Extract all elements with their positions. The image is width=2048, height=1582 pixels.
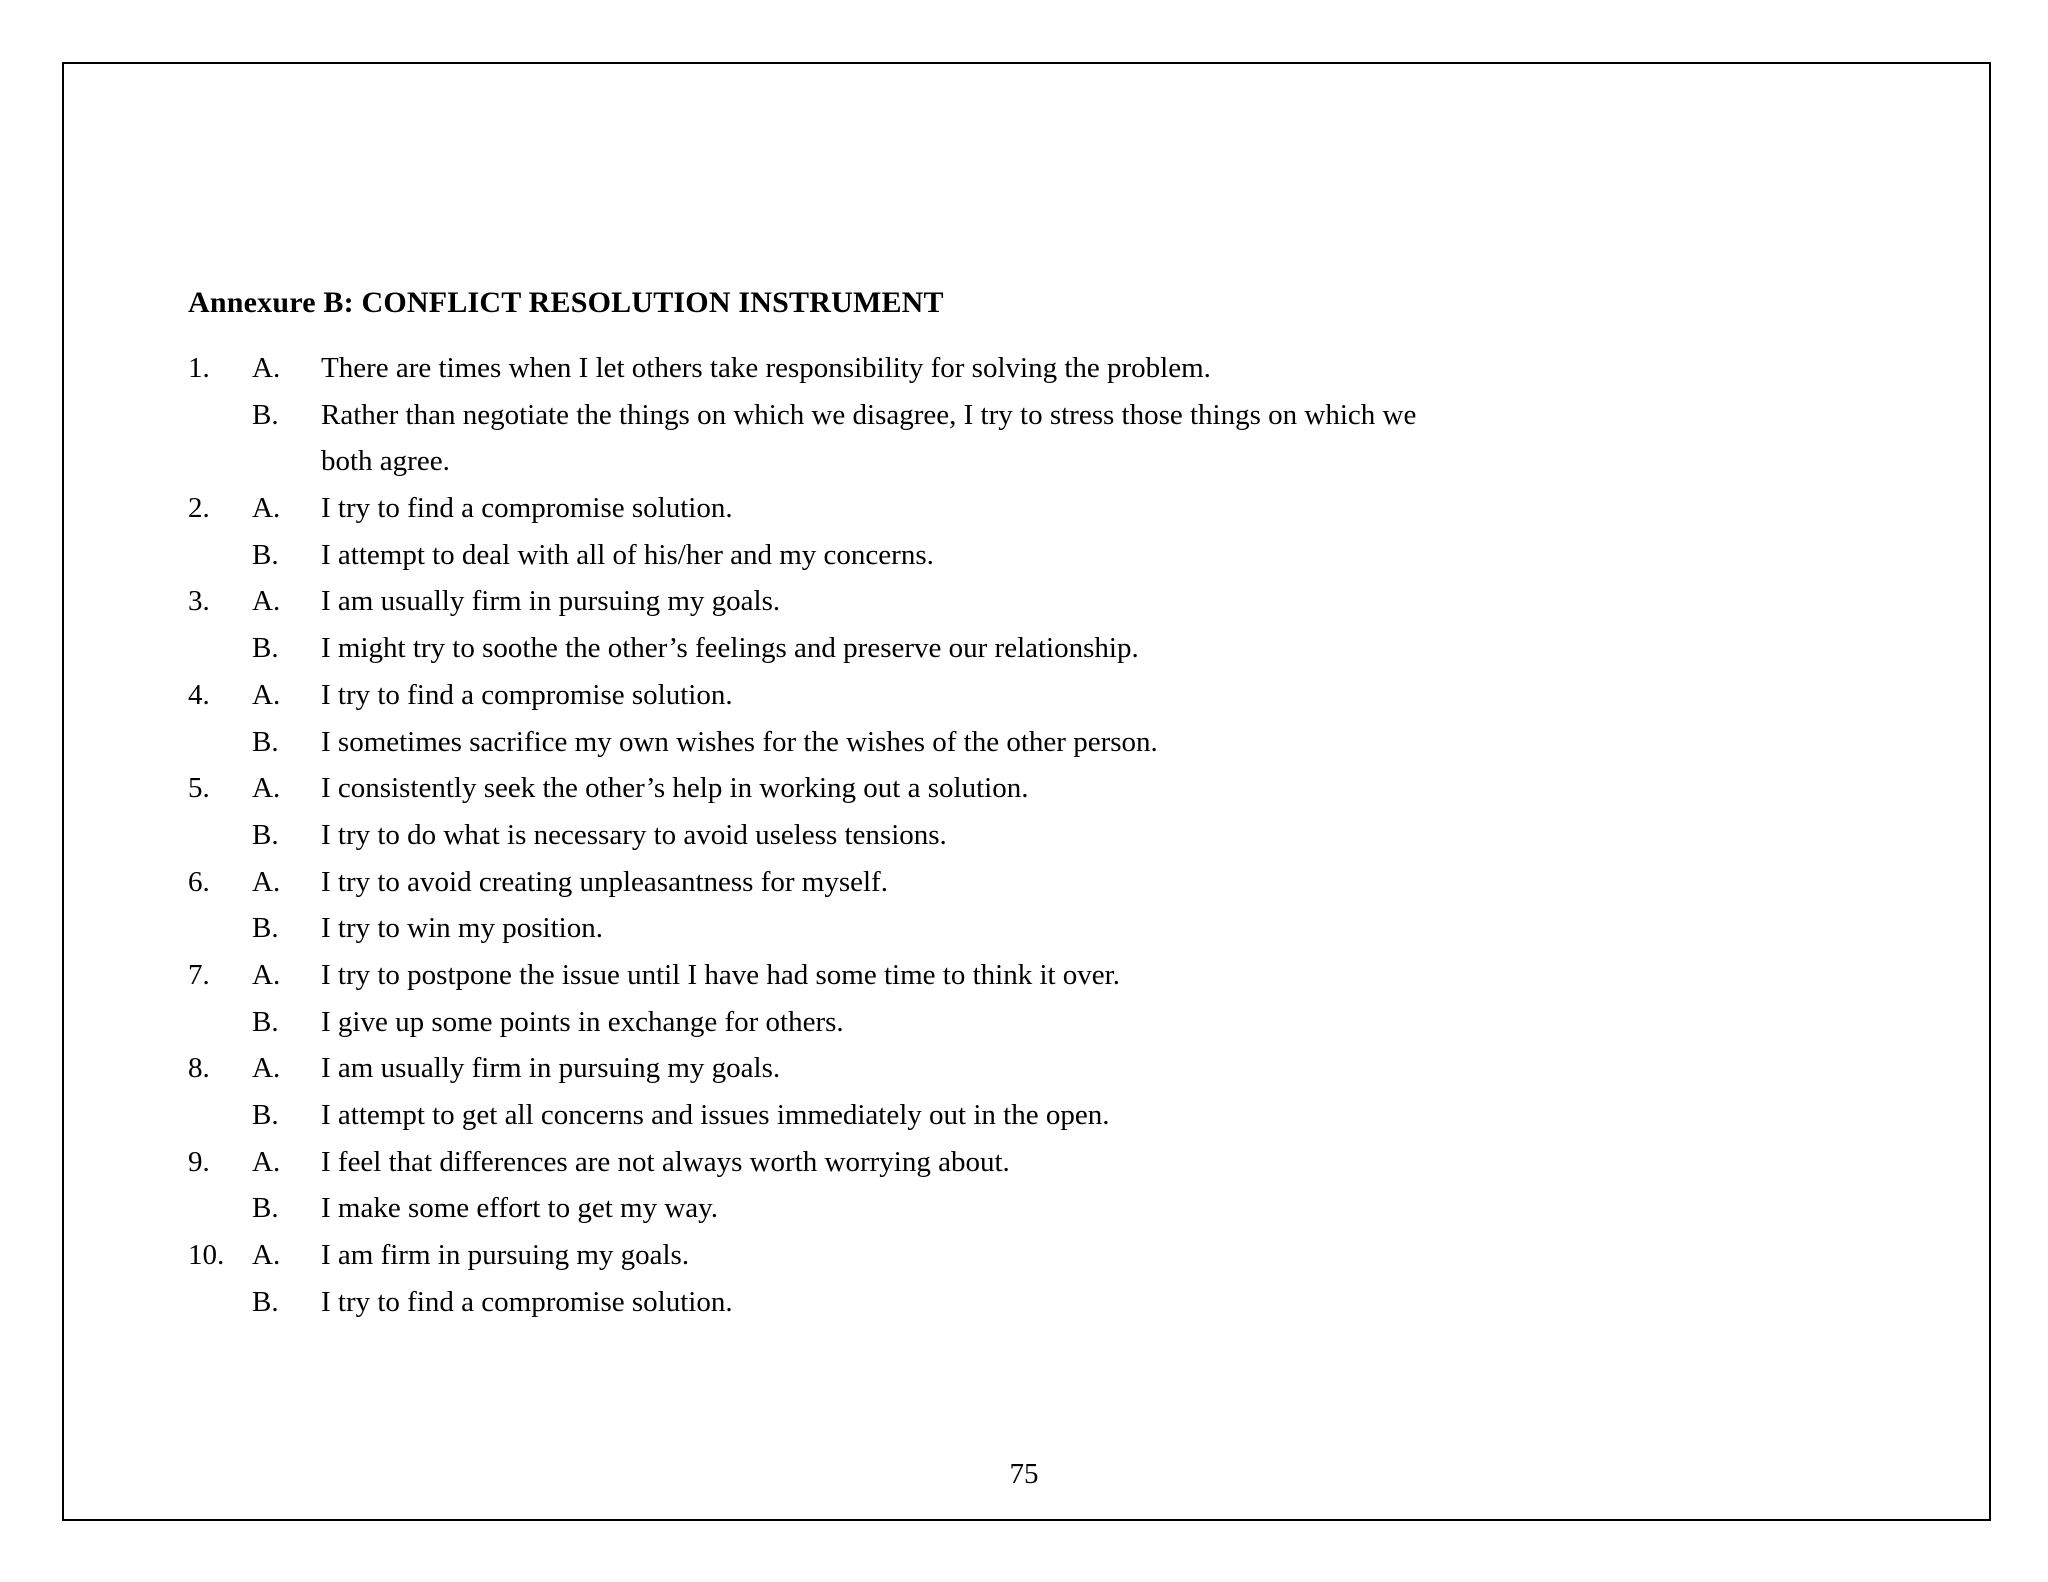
option-letter: A. bbox=[252, 958, 281, 991]
option-letter: B. bbox=[252, 1192, 279, 1225]
question-number: 1. bbox=[188, 352, 210, 384]
option-text: I try to win my position. bbox=[321, 912, 603, 945]
question-line bbox=[188, 1092, 1748, 1139]
option-text: both agree. bbox=[321, 445, 450, 478]
option-text: I feel that differences are not always worth worrying about. bbox=[321, 1145, 1010, 1178]
option-text: I try to avoid creating unpleasantness for myself. bbox=[321, 865, 888, 898]
option-text: I try to do what is necessary to avoid useless tensions. bbox=[321, 818, 947, 851]
option-letter: A. bbox=[252, 352, 281, 384]
option-letter: A. bbox=[252, 1239, 281, 1272]
question-number: 10. bbox=[188, 1239, 225, 1272]
question-list bbox=[188, 345, 1748, 1325]
question-line bbox=[188, 392, 1748, 439]
option-text: I am firm in pursuing my goals. bbox=[321, 1239, 690, 1272]
option-text: I consistently seek the other’s help in working out a solution. bbox=[321, 772, 1029, 805]
question-number: 9. bbox=[188, 1145, 210, 1178]
option-letter: A. bbox=[252, 865, 281, 898]
option-text: I attempt to deal with all of his/her and my concerns. bbox=[321, 538, 934, 571]
question-number: 6. bbox=[188, 865, 210, 898]
option-text: There are times when I let others take responsibility for solving the problem. bbox=[321, 352, 1211, 384]
question-line bbox=[188, 438, 1748, 485]
question-line bbox=[188, 905, 1748, 952]
question-line bbox=[188, 625, 1748, 672]
question-line bbox=[188, 485, 1748, 532]
question-line bbox=[188, 812, 1748, 859]
question-line bbox=[188, 952, 1748, 999]
option-text: I try to find a compromise solution. bbox=[321, 1285, 733, 1318]
question-line bbox=[188, 1279, 1748, 1326]
option-text: I make some effort to get my way. bbox=[321, 1192, 719, 1225]
question-number: 2. bbox=[188, 492, 210, 525]
option-letter: B. bbox=[252, 1285, 279, 1318]
question-line bbox=[188, 532, 1748, 579]
option-letter: A. bbox=[252, 678, 281, 711]
question-line bbox=[188, 859, 1748, 906]
option-letter: A. bbox=[252, 1052, 281, 1085]
question-line bbox=[188, 1045, 1748, 1092]
option-text: I give up some points in exchange for others. bbox=[321, 1005, 844, 1038]
option-letter: B. bbox=[252, 632, 279, 665]
option-letter: A. bbox=[252, 492, 281, 525]
option-letter: B. bbox=[252, 1099, 279, 1131]
question-line bbox=[188, 1139, 1748, 1186]
question-line bbox=[188, 719, 1748, 766]
question-number: 8. bbox=[188, 1052, 210, 1085]
question-line bbox=[188, 1232, 1748, 1279]
question-line bbox=[188, 1185, 1748, 1232]
page-number: 75 bbox=[1009, 1458, 1039, 1490]
option-text: I try to postpone the issue until I have had some time to think it over. bbox=[321, 958, 1120, 991]
option-text: I try to find a compromise solution. bbox=[321, 678, 733, 711]
option-letter: B. bbox=[252, 818, 279, 851]
option-text: I sometimes sacrifice my own wishes for the wishes of the other person. bbox=[321, 725, 1158, 758]
question-line bbox=[188, 578, 1748, 625]
option-letter: A. bbox=[252, 772, 281, 805]
option-letter: B. bbox=[252, 1005, 279, 1038]
option-text: I might try to soothe the other’s feelings and preserve our relationship. bbox=[321, 632, 1139, 665]
option-text: I try to find a compromise solution. bbox=[321, 492, 733, 525]
question-number: 3. bbox=[188, 585, 210, 618]
option-text: I am usually firm in pursuing my goals. bbox=[321, 1052, 781, 1085]
option-text: I am usually firm in pursuing my goals. bbox=[321, 585, 781, 618]
page-heading: Annexure B: CONFLICT RESOLUTION INSTRUMENT bbox=[188, 286, 944, 319]
question-number: 4. bbox=[188, 678, 210, 711]
question-line bbox=[188, 345, 1748, 392]
option-letter: B. bbox=[252, 398, 279, 431]
question-number: 5. bbox=[188, 772, 210, 805]
question-number: 7. bbox=[188, 958, 210, 991]
question-line bbox=[188, 999, 1748, 1046]
question-line bbox=[188, 672, 1748, 719]
option-text: I attempt to get all concerns and issues immediately out in the open. bbox=[321, 1099, 1110, 1131]
question-line bbox=[188, 765, 1748, 812]
option-letter: B. bbox=[252, 725, 279, 758]
option-letter: B. bbox=[252, 912, 279, 945]
option-letter: A. bbox=[252, 585, 281, 618]
option-letter: B. bbox=[252, 538, 279, 571]
option-letter: A. bbox=[252, 1145, 281, 1178]
option-text: Rather than negotiate the things on which we disagree, I try to stress those things on which we bbox=[321, 398, 1417, 431]
